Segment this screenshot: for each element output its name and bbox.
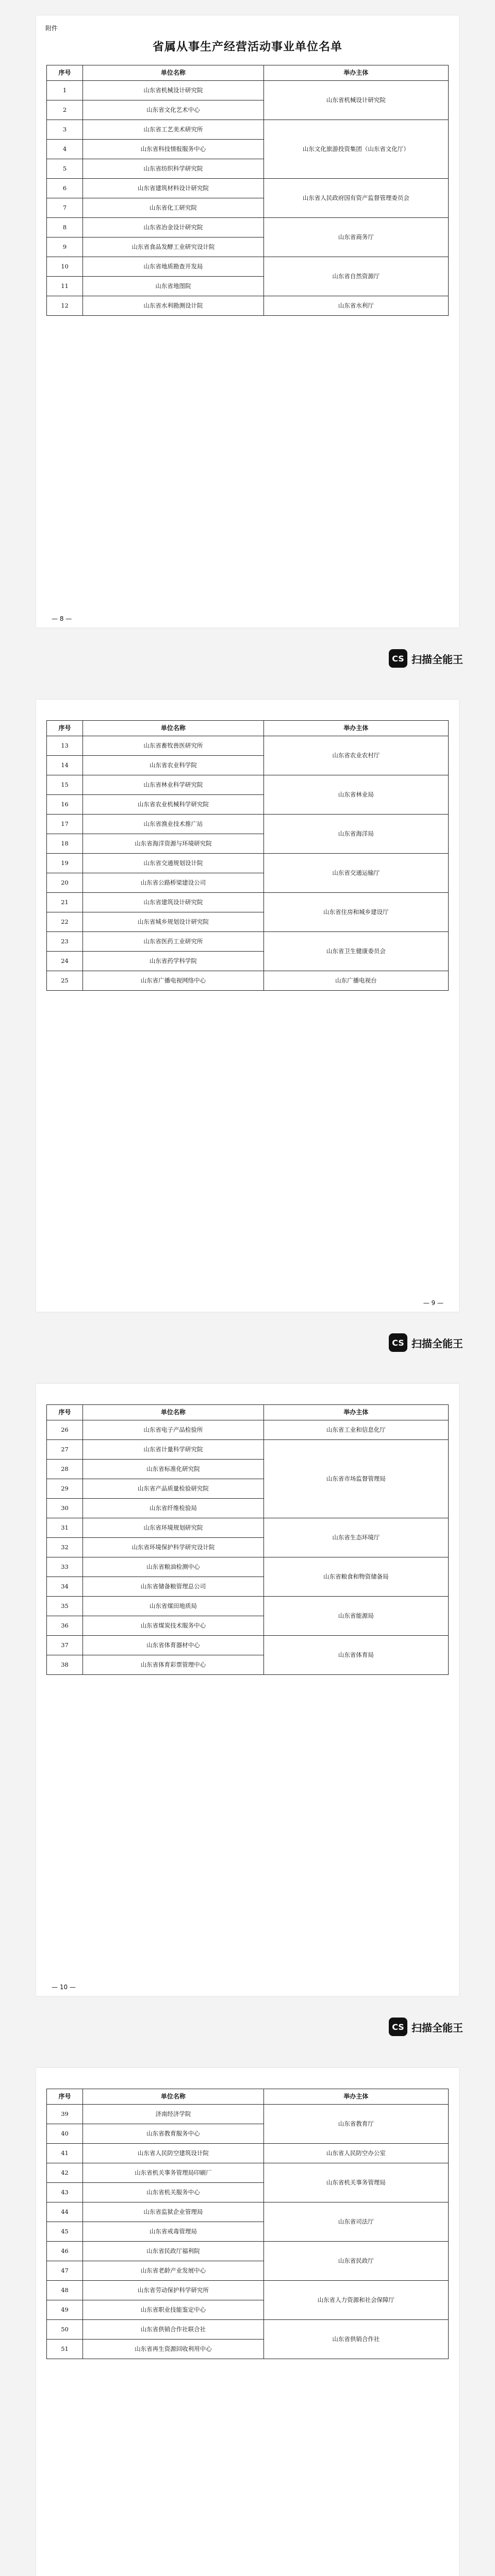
cell-unit-name: 山东省环境规划研究院 xyxy=(83,1518,264,1538)
cell-no: 20 xyxy=(47,873,83,893)
cell-unit-name: 山东省机关事务管理局印刷厂 xyxy=(83,2163,264,2183)
cell-no: 34 xyxy=(47,1577,83,1597)
cell-unit-name: 山东省储备粮管理总公司 xyxy=(83,1577,264,1597)
table-header-row xyxy=(47,721,449,736)
cell-no: 30 xyxy=(47,1499,83,1518)
cell-no: 35 xyxy=(47,1597,83,1616)
unit-table xyxy=(46,720,449,991)
cell-no: 11 xyxy=(47,277,83,296)
table-row xyxy=(47,815,449,834)
cell-unit-name: 山东省农业机械科学研究院 xyxy=(83,795,264,815)
cell-sponsor: 山东省供销合作社 xyxy=(263,2320,448,2359)
table-row xyxy=(47,854,449,873)
cell-unit-name: 山东省供销合作社联合社 xyxy=(83,2320,264,2340)
cell-no: 38 xyxy=(47,1655,83,1675)
cell-unit-name: 山东省城乡规划设计研究院 xyxy=(83,912,264,932)
header-sponsor: 举办主体 xyxy=(263,2089,448,2105)
cell-unit-name: 山东省科技情报服务中心 xyxy=(83,140,264,159)
cell-unit-name: 山东省纺织科学研究院 xyxy=(83,159,264,179)
cell-unit-name: 山东省文化艺术中心 xyxy=(83,100,264,120)
cell-no: 44 xyxy=(47,2202,83,2222)
cell-sponsor: 山东省交通运输厅 xyxy=(263,854,448,893)
cell-unit-name: 山东省计量科学研究院 xyxy=(83,1440,264,1460)
cell-unit-name: 山东省粮油检测中心 xyxy=(83,1557,264,1577)
table-row xyxy=(47,296,449,316)
page-sheet xyxy=(36,700,459,1312)
cell-no: 25 xyxy=(47,971,83,991)
cell-no: 45 xyxy=(47,2222,83,2242)
cell-sponsor: 山东省海洋局 xyxy=(263,815,448,854)
cell-unit-name: 山东省林业科学研究院 xyxy=(83,775,264,795)
table-header-row xyxy=(47,2089,449,2105)
cell-no: 2 xyxy=(47,100,83,120)
cell-unit-name: 山东省畜牧兽医研究所 xyxy=(83,736,264,756)
page-sheet xyxy=(36,2068,459,2576)
table-header-row xyxy=(47,1405,449,1420)
table-row xyxy=(47,775,449,795)
cell-unit-name: 山东省环境保护科学研究设计院 xyxy=(83,1538,264,1557)
page-title: 省属从事生产经营活动事业单位名单 xyxy=(152,40,342,54)
cell-no: 28 xyxy=(47,1460,83,1479)
scanner-logo-icon: CS xyxy=(389,649,407,668)
cell-sponsor: 山东省教育厅 xyxy=(263,2105,448,2144)
table-row xyxy=(47,2163,449,2183)
scanner-watermark xyxy=(389,2018,463,2036)
cell-no: 33 xyxy=(47,1557,83,1577)
cell-no: 4 xyxy=(47,140,83,159)
cell-sponsor: 山东省农业农村厅 xyxy=(263,736,448,775)
cell-unit-name: 济南经济学院 xyxy=(83,2105,264,2124)
cell-sponsor: 山东省机关事务管理局 xyxy=(263,2163,448,2202)
cell-no: 16 xyxy=(47,795,83,815)
cell-sponsor: 山东省林业局 xyxy=(263,775,448,815)
table-row xyxy=(47,1420,449,1440)
cell-unit-name: 山东省农业科学院 xyxy=(83,756,264,775)
cell-sponsor: 山东省自然资源厅 xyxy=(263,257,448,296)
cell-no: 23 xyxy=(47,932,83,952)
cell-no: 26 xyxy=(47,1420,83,1440)
scan-page xyxy=(0,684,495,1368)
cell-no: 24 xyxy=(47,952,83,971)
cell-no: 32 xyxy=(47,1538,83,1557)
table-row xyxy=(47,1557,449,1577)
header-sponsor: 举办主体 xyxy=(263,65,448,81)
cell-sponsor: 山东省体育局 xyxy=(263,1636,448,1675)
scanner-watermark-text: 扫描全能王 xyxy=(411,653,463,666)
header-unit-name: 单位名称 xyxy=(83,721,264,736)
cell-no: 5 xyxy=(47,159,83,179)
cell-unit-name: 山东省产品质量检验研究院 xyxy=(83,1479,264,1499)
cell-unit-name: 山东省电子产品检验所 xyxy=(83,1420,264,1440)
cell-no: 39 xyxy=(47,2105,83,2124)
header-sponsor: 举办主体 xyxy=(263,1405,448,1420)
cell-no: 43 xyxy=(47,2183,83,2202)
cell-unit-name: 山东省公路桥梁建设公司 xyxy=(83,873,264,893)
cell-unit-name: 山东省建筑设计研究院 xyxy=(83,893,264,912)
table-row xyxy=(47,81,449,100)
header-unit-name: 单位名称 xyxy=(83,1405,264,1420)
cell-sponsor: 山东省粮食和物资储备局 xyxy=(263,1557,448,1597)
cell-unit-name: 山东省体育器材中心 xyxy=(83,1636,264,1655)
table-row xyxy=(47,218,449,238)
cell-unit-name: 山东省交通规划设计院 xyxy=(83,854,264,873)
cell-no: 48 xyxy=(47,2281,83,2300)
cell-unit-name: 山东省食品发酵工业研究设计院 xyxy=(83,238,264,257)
cell-unit-name: 山东省监狱企业管理局 xyxy=(83,2202,264,2222)
table-row xyxy=(47,1597,449,1616)
cell-no: 40 xyxy=(47,2124,83,2144)
cell-unit-name: 山东省机械设计研究院 xyxy=(83,81,264,100)
cell-unit-name: 山东省煤炭技术服务中心 xyxy=(83,1616,264,1636)
cell-sponsor: 山东省人民防空办公室 xyxy=(263,2144,448,2163)
cell-sponsor: 山东省住房和城乡建设厅 xyxy=(263,893,448,932)
scanner-watermark-text: 扫描全能王 xyxy=(411,1337,463,1350)
cell-unit-name: 山东省老龄产业发展中心 xyxy=(83,2261,264,2281)
cell-unit-name: 山东省职业技能鉴定中心 xyxy=(83,2300,264,2320)
table-row xyxy=(47,2242,449,2261)
cell-unit-name: 山东省纤维检验局 xyxy=(83,1499,264,1518)
cell-unit-name: 山东省标准化研究院 xyxy=(83,1460,264,1479)
scanner-watermark-text: 扫描全能王 xyxy=(411,2021,463,2034)
table-row xyxy=(47,1440,449,1460)
unit-table xyxy=(46,1404,449,1675)
cell-sponsor: 山东省民政厅 xyxy=(263,2242,448,2281)
cell-unit-name: 山东省广播电视网络中心 xyxy=(83,971,264,991)
cell-sponsor: 山东文化旅游投资集团（山东省文化厅） xyxy=(263,120,448,179)
table-row xyxy=(47,179,449,198)
unit-table xyxy=(46,2089,449,2359)
table-row xyxy=(47,2144,449,2163)
cell-no: 18 xyxy=(47,834,83,854)
cell-sponsor: 山东省司法厅 xyxy=(263,2202,448,2242)
cell-no: 41 xyxy=(47,2144,83,2163)
table-row xyxy=(47,1636,449,1655)
cell-unit-name: 山东省渔业技术推广站 xyxy=(83,815,264,834)
header-no: 序号 xyxy=(47,1405,83,1420)
table-row xyxy=(47,120,449,140)
cell-no: 13 xyxy=(47,736,83,756)
cell-unit-name: 山东省工艺美术研究所 xyxy=(83,120,264,140)
cell-sponsor: 山东省机械设计研究院 xyxy=(263,81,448,120)
table-row xyxy=(47,932,449,952)
cell-sponsor: 山东省卫生健康委员会 xyxy=(263,932,448,971)
cell-sponsor: 山东广播电视台 xyxy=(263,971,448,991)
cell-no: 9 xyxy=(47,238,83,257)
cell-no: 21 xyxy=(47,893,83,912)
cell-no: 3 xyxy=(47,120,83,140)
cell-no: 42 xyxy=(47,2163,83,2183)
header-unit-name: 单位名称 xyxy=(83,65,264,81)
cell-no: 31 xyxy=(47,1518,83,1538)
scan-page xyxy=(0,0,495,684)
table-header-row xyxy=(47,65,449,81)
table-row xyxy=(47,2105,449,2124)
cell-no: 15 xyxy=(47,775,83,795)
page-sheet xyxy=(36,15,459,628)
cell-no: 19 xyxy=(47,854,83,873)
cell-sponsor: 山东省水利厅 xyxy=(263,296,448,316)
cell-no: 10 xyxy=(47,257,83,277)
table-row xyxy=(47,257,449,277)
cell-no: 6 xyxy=(47,179,83,198)
header-no: 序号 xyxy=(47,65,83,81)
header-no: 序号 xyxy=(47,2089,83,2105)
cell-sponsor: 山东省能源局 xyxy=(263,1597,448,1636)
scanner-logo-icon: CS xyxy=(389,2018,407,2036)
cell-unit-name: 山东省民政厅福利院 xyxy=(83,2242,264,2261)
cell-no: 49 xyxy=(47,2300,83,2320)
scanner-logo-icon: CS xyxy=(389,1333,407,1352)
header-unit-name: 单位名称 xyxy=(83,2089,264,2105)
cell-sponsor: 山东省人民政府国有资产监督管理委员会 xyxy=(263,179,448,218)
table-row xyxy=(47,2202,449,2222)
cell-unit-name: 山东省化工研究院 xyxy=(83,198,264,218)
cell-unit-name: 山东省水利勘测设计院 xyxy=(83,296,264,316)
header-sponsor: 举办主体 xyxy=(263,721,448,736)
cell-unit-name: 山东省人民防空建筑设计院 xyxy=(83,2144,264,2163)
page-number: — 8 — xyxy=(52,615,72,622)
cell-no: 27 xyxy=(47,1440,83,1460)
cell-unit-name: 山东省医药工业研究所 xyxy=(83,932,264,952)
header-no: 序号 xyxy=(47,721,83,736)
table-row xyxy=(47,893,449,912)
cell-no: 8 xyxy=(47,218,83,238)
table-row xyxy=(47,1518,449,1538)
cell-no: 22 xyxy=(47,912,83,932)
table-row xyxy=(47,2320,449,2340)
cell-sponsor: 山东省工业和信息化厅 xyxy=(263,1420,448,1440)
cell-no: 50 xyxy=(47,2320,83,2340)
cell-no: 12 xyxy=(47,296,83,316)
cell-sponsor: 山东省市场监督管理局 xyxy=(263,1440,448,1518)
cell-sponsor: 山东省生态环境厅 xyxy=(263,1518,448,1557)
scanner-watermark xyxy=(389,649,463,668)
cell-no: 46 xyxy=(47,2242,83,2261)
attachment-label: 附件 xyxy=(45,25,58,32)
cell-unit-name: 山东省劳动保护科学研究所 xyxy=(83,2281,264,2300)
cell-unit-name: 山东省冶金设计研究院 xyxy=(83,218,264,238)
table-row xyxy=(47,736,449,756)
scan-page xyxy=(0,2053,495,2576)
cell-no: 17 xyxy=(47,815,83,834)
cell-no: 14 xyxy=(47,756,83,775)
cell-unit-name: 山东省教育服务中心 xyxy=(83,2124,264,2144)
cell-unit-name: 山东省机关服务中心 xyxy=(83,2183,264,2202)
cell-sponsor: 山东省商务厅 xyxy=(263,218,448,257)
page-sheet xyxy=(36,1384,459,1996)
cell-unit-name: 山东省建筑材料设计研究院 xyxy=(83,179,264,198)
cell-unit-name: 山东省再生资源回收利用中心 xyxy=(83,2340,264,2359)
cell-sponsor: 山东省人力资源和社会保障厅 xyxy=(263,2281,448,2320)
cell-unit-name: 山东省煤田地质局 xyxy=(83,1597,264,1616)
cell-unit-name: 山东省药学科学院 xyxy=(83,952,264,971)
cell-no: 29 xyxy=(47,1479,83,1499)
scan-page xyxy=(0,1368,495,2053)
table-row xyxy=(47,2281,449,2300)
table-row xyxy=(47,971,449,991)
cell-no: 7 xyxy=(47,198,83,218)
cell-no: 37 xyxy=(47,1636,83,1655)
cell-unit-name: 山东省海洋资源与环境研究院 xyxy=(83,834,264,854)
scanner-watermark xyxy=(389,1333,463,1352)
cell-unit-name: 山东省地质勘查开发局 xyxy=(83,257,264,277)
page-number: — 10 — xyxy=(52,1984,76,1991)
cell-no: 36 xyxy=(47,1616,83,1636)
cell-unit-name: 山东省体育彩票管理中心 xyxy=(83,1655,264,1675)
cell-no: 47 xyxy=(47,2261,83,2281)
unit-table xyxy=(46,65,449,316)
cell-unit-name: 山东省戒毒管理局 xyxy=(83,2222,264,2242)
cell-no: 1 xyxy=(47,81,83,100)
cell-no: 51 xyxy=(47,2340,83,2359)
cell-unit-name: 山东省地图院 xyxy=(83,277,264,296)
page-number: — 9 — xyxy=(423,1299,443,1307)
